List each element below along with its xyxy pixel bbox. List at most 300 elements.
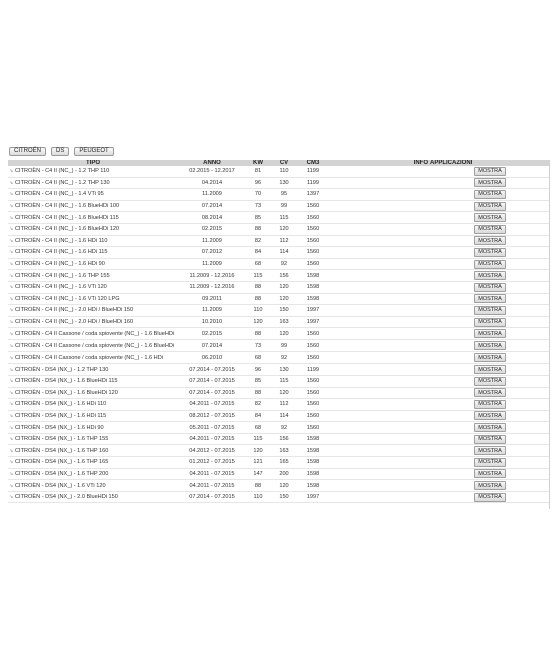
- cell-info: [328, 223, 430, 235]
- cell-info: [328, 410, 430, 422]
- cell-applicazioni: [430, 352, 550, 364]
- vehicle-type-text: CITROËN - C4 II (NC_) - 1.6 BlueHDi 100: [15, 203, 120, 210]
- cell-anno: 04.2014: [178, 177, 246, 189]
- mostra-button[interactable]: MOSTRA: [474, 353, 506, 362]
- cell-cm3: 1997: [298, 316, 328, 328]
- cell-kw: 70: [246, 189, 270, 201]
- cell-cm3: 1598: [298, 468, 328, 480]
- mostra-button[interactable]: MOSTRA: [474, 202, 506, 211]
- cell-anno: 07.2014 - 07.2015: [178, 491, 246, 503]
- mostra-button[interactable]: MOSTRA: [474, 411, 506, 420]
- link-icon: ↘: [9, 191, 14, 198]
- cell-anno: 04.2011 - 07.2015: [178, 468, 246, 480]
- cell-cv: 156: [270, 270, 298, 282]
- vehicle-type-text: CITROËN - C4 II (NC_) - 2.0 HDi / BlueHDi 150: [15, 307, 134, 314]
- cell-anno: 04.2011 - 07.2015: [178, 399, 246, 411]
- vehicle-type-text: CITROËN - DS4 (NX_) - 1.6 THP 160: [15, 447, 109, 454]
- mostra-button[interactable]: MOSTRA: [474, 341, 506, 350]
- cell-cm3: 1560: [298, 410, 328, 422]
- cell-tipo: [8, 352, 178, 364]
- cell-info: [328, 352, 430, 364]
- cell-cv: 114: [270, 410, 298, 422]
- link-icon: ↘: [9, 168, 14, 175]
- cell-cm3: 1199: [298, 364, 328, 376]
- mostra-button[interactable]: MOSTRA: [474, 329, 506, 338]
- table-row: [8, 410, 550, 422]
- cell-anno: 04.2011 - 07.2015: [178, 480, 246, 492]
- cell-kw: 110: [246, 491, 270, 503]
- cell-tipo: [8, 410, 178, 422]
- cell-tipo: [8, 468, 178, 480]
- cell-info: [328, 189, 430, 201]
- cell-cv: 120: [270, 328, 298, 340]
- link-icon: ↘: [9, 272, 14, 279]
- cell-cv: 115: [270, 375, 298, 387]
- cell-applicazioni: [430, 270, 550, 282]
- cell-tipo: [8, 457, 178, 469]
- cell-info: [328, 200, 430, 212]
- link-icon: ↘: [9, 203, 14, 210]
- cell-cm3: 1598: [298, 281, 328, 293]
- vehicle-type-text: CITROËN - DS4 (NX_) - 1.6 VTi 120: [15, 482, 106, 489]
- cell-kw: 115: [246, 433, 270, 445]
- vehicle-type-text: CITROËN - DS4 (NX_) - 1.6 THP 165: [15, 459, 109, 466]
- cell-tipo: [8, 258, 178, 270]
- cell-applicazioni: [430, 189, 550, 201]
- cell-cm3: 1560: [298, 200, 328, 212]
- table-row: [8, 166, 550, 177]
- mostra-button[interactable]: MOSTRA: [474, 458, 506, 467]
- cell-info: [328, 258, 430, 270]
- cell-kw: 68: [246, 352, 270, 364]
- cell-anno: 07.2014 - 07.2015: [178, 387, 246, 399]
- cell-info: [328, 399, 430, 411]
- mostra-button[interactable]: MOSTRA: [474, 435, 506, 444]
- column-header-cm3: CM3: [298, 160, 328, 166]
- link-icon: ↘: [9, 237, 14, 244]
- cell-info: [328, 235, 430, 247]
- cell-kw: 96: [246, 364, 270, 376]
- vehicle-type-text: CITROËN - DS4 (NX_) - 1.6 BlueHDi 120: [15, 389, 118, 396]
- cell-info: [328, 468, 430, 480]
- vehicle-type-text: CITROËN - DS4 (NX_) - 1.6 THP 155: [15, 436, 109, 443]
- mostra-button[interactable]: MOSTRA: [474, 260, 506, 269]
- cell-kw: 88: [246, 387, 270, 399]
- vehicle-type-text: CITROËN - DS4 (NX_) - 1.6 HDi 90: [15, 424, 104, 431]
- cell-cv: 130: [270, 177, 298, 189]
- cell-applicazioni: [430, 200, 550, 212]
- cell-kw: 88: [246, 293, 270, 305]
- cell-tipo: [8, 422, 178, 434]
- vehicle-applications-panel: [8, 146, 550, 509]
- link-icon: ↘: [9, 412, 14, 419]
- cell-cv: 156: [270, 433, 298, 445]
- cell-cv: 120: [270, 223, 298, 235]
- mostra-button[interactable]: MOSTRA: [474, 400, 506, 409]
- vehicle-type-text: CITROËN - C4 II (NC_) - 2.0 HDi / BlueHDi 160: [15, 319, 134, 326]
- vehicle-type-text: CITROËN - C4 II Cassone / coda spiovente (NC_) - 1.6 BlueHDi: [15, 342, 175, 349]
- brand-button-ds[interactable]: DS: [51, 147, 69, 156]
- table-row: [8, 305, 550, 317]
- cell-anno: 02.2015: [178, 328, 246, 340]
- cell-cm3: 1560: [298, 422, 328, 434]
- vehicle-type-text: CITROËN - C4 II (NC_) - 1.2 THP 130: [15, 179, 110, 186]
- cell-cv: 99: [270, 200, 298, 212]
- cell-cv: 92: [270, 258, 298, 270]
- cell-applicazioni: [430, 480, 550, 492]
- cell-cm3: 1560: [298, 375, 328, 387]
- cell-cm3: 1560: [298, 212, 328, 224]
- mostra-button[interactable]: MOSTRA: [474, 236, 506, 245]
- cell-cm3: 1598: [298, 433, 328, 445]
- table-row: [8, 189, 550, 201]
- cell-info: [328, 316, 430, 328]
- cell-cm3: 1997: [298, 491, 328, 503]
- cell-cm3: 1560: [298, 352, 328, 364]
- cell-cv: 95: [270, 189, 298, 201]
- cell-cv: 112: [270, 235, 298, 247]
- mostra-button[interactable]: MOSTRA: [474, 446, 506, 455]
- cell-tipo: [8, 305, 178, 317]
- cell-applicazioni: [430, 305, 550, 317]
- cell-tipo: [8, 270, 178, 282]
- mostra-button[interactable]: MOSTRA: [474, 283, 506, 292]
- cell-applicazioni: [430, 410, 550, 422]
- mostra-button[interactable]: MOSTRA: [474, 294, 506, 303]
- cell-cm3: 1560: [298, 235, 328, 247]
- cell-tipo: [8, 328, 178, 340]
- table-row: [8, 491, 550, 503]
- cell-applicazioni: [430, 387, 550, 399]
- table-row: [8, 281, 550, 293]
- cell-applicazioni: [430, 258, 550, 270]
- cell-info: [328, 166, 430, 177]
- mostra-button[interactable]: MOSTRA: [474, 178, 506, 187]
- vehicle-type-text: CITROËN - C4 II (NC_) - 1.6 VTi 120: [15, 284, 107, 291]
- link-icon: ↘: [9, 389, 14, 396]
- cell-info: [328, 480, 430, 492]
- mostra-button[interactable]: MOSTRA: [474, 225, 506, 234]
- cell-tipo: [8, 281, 178, 293]
- table-row: [8, 316, 550, 328]
- cell-cv: 112: [270, 399, 298, 411]
- cell-anno: 07.2014 - 07.2015: [178, 375, 246, 387]
- cell-applicazioni: [430, 399, 550, 411]
- cell-applicazioni: [430, 293, 550, 305]
- cell-anno: 08.2012 - 07.2015: [178, 410, 246, 422]
- link-icon: ↘: [9, 319, 14, 326]
- table-row: [8, 375, 550, 387]
- vehicle-type-text: CITROËN - C4 II (NC_) - 1.6 HDi 115: [15, 249, 108, 256]
- cell-info: [328, 328, 430, 340]
- cell-tipo: [8, 177, 178, 189]
- link-icon: ↘: [9, 330, 14, 337]
- cell-cm3: 1560: [298, 399, 328, 411]
- column-header-anno: ANNO: [178, 160, 246, 166]
- cell-kw: 81: [246, 166, 270, 177]
- cell-cm3: 1397: [298, 189, 328, 201]
- vehicle-type-text: CITROËN - DS4 (NX_) - 2.0 BlueHDi 150: [15, 494, 118, 501]
- cell-applicazioni: [430, 235, 550, 247]
- link-icon: ↘: [9, 179, 14, 186]
- mostra-button[interactable]: MOSTRA: [474, 365, 506, 374]
- cell-applicazioni: [430, 340, 550, 352]
- table-row: [8, 258, 550, 270]
- cell-info: [328, 457, 430, 469]
- table-row: [8, 468, 550, 480]
- link-icon: ↘: [9, 459, 14, 466]
- link-icon: ↘: [9, 226, 14, 233]
- cell-cm3: 1560: [298, 223, 328, 235]
- cell-kw: 68: [246, 258, 270, 270]
- table-row: [8, 293, 550, 305]
- cell-kw: 73: [246, 340, 270, 352]
- cell-applicazioni: [430, 166, 550, 177]
- cell-info: [328, 491, 430, 503]
- cell-applicazioni: [430, 223, 550, 235]
- cell-cv: 114: [270, 247, 298, 259]
- link-icon: ↘: [9, 366, 14, 373]
- cell-applicazioni: [430, 422, 550, 434]
- mostra-button[interactable]: MOSTRA: [474, 493, 506, 502]
- cell-info: [328, 293, 430, 305]
- cell-kw: 73: [246, 200, 270, 212]
- cell-kw: 82: [246, 235, 270, 247]
- column-header-cv: CV: [270, 160, 298, 166]
- cell-cm3: 1560: [298, 258, 328, 270]
- cell-cm3: 1560: [298, 340, 328, 352]
- cell-tipo: [8, 293, 178, 305]
- mostra-button[interactable]: MOSTRA: [474, 167, 506, 176]
- table-row: [8, 247, 550, 259]
- cell-cv: 92: [270, 422, 298, 434]
- cell-kw: 115: [246, 270, 270, 282]
- cell-kw: 88: [246, 480, 270, 492]
- cell-anno: 05.2011 - 07.2015: [178, 422, 246, 434]
- cell-applicazioni: [430, 457, 550, 469]
- cell-kw: 85: [246, 375, 270, 387]
- cell-cv: 120: [270, 480, 298, 492]
- link-icon: ↘: [9, 307, 14, 314]
- cell-info: [328, 445, 430, 457]
- cell-cm3: 1560: [298, 328, 328, 340]
- cell-info: [328, 212, 430, 224]
- cell-anno: 11.2009: [178, 235, 246, 247]
- cell-cv: 163: [270, 316, 298, 328]
- cell-kw: 82: [246, 399, 270, 411]
- cell-anno: 04.2011 - 07.2015: [178, 433, 246, 445]
- link-icon: ↘: [9, 482, 14, 489]
- cell-tipo: [8, 375, 178, 387]
- mostra-button[interactable]: MOSTRA: [474, 306, 506, 315]
- link-icon: ↘: [9, 284, 14, 291]
- cell-cv: 120: [270, 293, 298, 305]
- cell-tipo: [8, 223, 178, 235]
- vehicle-type-text: CITROËN - C4 II (NC_) - 1.4 VTi 95: [15, 191, 104, 198]
- cell-applicazioni: [430, 491, 550, 503]
- cell-anno: 02.2015: [178, 223, 246, 235]
- cell-cm3: 1560: [298, 387, 328, 399]
- vehicle-type-text: CITROËN - C4 II (NC_) - 1.6 HDi 90: [15, 261, 105, 268]
- table-row: [8, 457, 550, 469]
- link-icon: ↘: [9, 295, 14, 302]
- cell-kw: 85: [246, 212, 270, 224]
- cell-applicazioni: [430, 247, 550, 259]
- cell-anno: 09.2011: [178, 293, 246, 305]
- cell-cv: 115: [270, 212, 298, 224]
- cell-cm3: 1598: [298, 445, 328, 457]
- cell-kw: 147: [246, 468, 270, 480]
- cell-anno: 11.2009: [178, 189, 246, 201]
- link-icon: ↘: [9, 424, 14, 431]
- mostra-button[interactable]: MOSTRA: [474, 213, 506, 222]
- mostra-button[interactable]: MOSTRA: [474, 248, 506, 257]
- mostra-button[interactable]: MOSTRA: [474, 423, 506, 432]
- vehicle-type-text: CITROËN - C4 II Cassone / coda spiovente (NC_) - 1.6 BlueHDi: [15, 330, 175, 337]
- cell-cm3: 1560: [298, 247, 328, 259]
- link-icon: ↘: [9, 447, 14, 454]
- cell-kw: 121: [246, 457, 270, 469]
- cell-info: [328, 281, 430, 293]
- cell-cv: 130: [270, 364, 298, 376]
- table-row: [8, 235, 550, 247]
- cell-info: [328, 340, 430, 352]
- vehicle-type-text: CITROËN - C4 II (NC_) - 1.6 THP 155: [15, 272, 110, 279]
- cell-cm3: 1199: [298, 177, 328, 189]
- cell-applicazioni: [430, 375, 550, 387]
- cell-kw: 110: [246, 305, 270, 317]
- table-row: [8, 445, 550, 457]
- cell-cv: 165: [270, 457, 298, 469]
- table-row: [8, 364, 550, 376]
- brand-button-citroen[interactable]: CITROËN: [9, 147, 46, 156]
- cell-cm3: 1997: [298, 305, 328, 317]
- cell-anno: 01.2012 - 07.2015: [178, 457, 246, 469]
- cell-kw: 88: [246, 223, 270, 235]
- cell-applicazioni: [430, 445, 550, 457]
- link-icon: ↘: [9, 494, 14, 501]
- mostra-button[interactable]: MOSTRA: [474, 481, 506, 490]
- link-icon: ↘: [9, 470, 14, 477]
- cell-applicazioni: [430, 212, 550, 224]
- cell-tipo: [8, 480, 178, 492]
- table-row: [8, 177, 550, 189]
- cell-tipo: [8, 364, 178, 376]
- cell-anno: 11.2009 - 12.2016: [178, 281, 246, 293]
- mostra-button[interactable]: MOSTRA: [474, 377, 506, 386]
- link-icon: ↘: [9, 261, 14, 268]
- mostra-button[interactable]: MOSTRA: [474, 388, 506, 397]
- table-row: [8, 212, 550, 224]
- cell-info: [328, 270, 430, 282]
- vehicle-type-text: CITROËN - DS4 (NX_) - 1.6 BlueHDi 115: [15, 378, 118, 385]
- table-row: [8, 387, 550, 399]
- cell-anno: 02.2015 - 12.2017: [178, 166, 246, 177]
- vehicle-type-text: CITROËN - DS4 (NX_) - 1.6 HDi 115: [15, 412, 107, 419]
- vehicle-type-text: CITROËN - C4 II (NC_) - 1.6 BlueHDi 115: [15, 214, 119, 221]
- cell-tipo: [8, 399, 178, 411]
- cell-cv: 163: [270, 445, 298, 457]
- cell-info: [328, 364, 430, 376]
- cell-info: [328, 177, 430, 189]
- brand-button-peugeot[interactable]: PEUGEOT: [74, 147, 113, 156]
- vehicle-type-text: CITROËN - C4 II (NC_) - 1.6 BlueHDi 120: [15, 226, 120, 233]
- cell-anno: 04.2012 - 07.2015: [178, 445, 246, 457]
- table-row: [8, 200, 550, 212]
- cell-applicazioni: [430, 281, 550, 293]
- column-header-applicazioni: APPLICAZIONI: [430, 160, 550, 166]
- table-row: [8, 433, 550, 445]
- vehicle-table-container[interactable]: [8, 160, 550, 509]
- cell-anno: 11.2009: [178, 305, 246, 317]
- vehicle-table: [8, 160, 550, 503]
- cell-kw: 88: [246, 281, 270, 293]
- link-icon: ↘: [9, 401, 14, 408]
- cell-tipo: [8, 189, 178, 201]
- cell-anno: 10.2010: [178, 316, 246, 328]
- cell-tipo: [8, 200, 178, 212]
- cell-info: [328, 247, 430, 259]
- cell-anno: 06.2010: [178, 352, 246, 364]
- table-row: [8, 480, 550, 492]
- mostra-button[interactable]: MOSTRA: [474, 190, 506, 199]
- cell-cv: 99: [270, 340, 298, 352]
- cell-tipo: [8, 235, 178, 247]
- mostra-button[interactable]: MOSTRA: [474, 271, 506, 280]
- cell-info: [328, 305, 430, 317]
- cell-applicazioni: [430, 468, 550, 480]
- link-icon: ↘: [9, 214, 14, 221]
- link-icon: ↘: [9, 354, 14, 361]
- cell-kw: 84: [246, 247, 270, 259]
- cell-kw: 96: [246, 177, 270, 189]
- cell-cv: 120: [270, 281, 298, 293]
- cell-tipo: [8, 166, 178, 177]
- vehicle-type-text: CITROËN - DS4 (NX_) - 1.6 HDi 110: [15, 401, 107, 408]
- vehicle-type-text: CITROËN - C4 II (NC_) - 1.6 HDi 110: [15, 237, 108, 244]
- cell-anno: 07.2014 - 07.2015: [178, 364, 246, 376]
- table-row: [8, 223, 550, 235]
- mostra-button[interactable]: MOSTRA: [474, 318, 506, 327]
- table-row: [8, 399, 550, 411]
- cell-kw: 84: [246, 410, 270, 422]
- cell-tipo: [8, 445, 178, 457]
- table-row: [8, 352, 550, 364]
- cell-applicazioni: [430, 177, 550, 189]
- cell-applicazioni: [430, 328, 550, 340]
- cell-cm3: 1598: [298, 270, 328, 282]
- link-icon: ↘: [9, 342, 14, 349]
- column-header-info: INFO: [328, 160, 430, 166]
- cell-tipo: [8, 387, 178, 399]
- cell-cv: 92: [270, 352, 298, 364]
- cell-tipo: [8, 212, 178, 224]
- cell-tipo: [8, 491, 178, 503]
- vehicle-type-text: CITROËN - C4 II Cassone / coda spiovente (NC_) - 1.6 HDi: [15, 354, 163, 361]
- cell-tipo: [8, 340, 178, 352]
- column-header-tipo: TIPO: [8, 160, 178, 166]
- cell-tipo: [8, 433, 178, 445]
- table-row: [8, 422, 550, 434]
- cell-info: [328, 375, 430, 387]
- table-header-row: [8, 160, 550, 166]
- cell-info: [328, 387, 430, 399]
- table-row: [8, 328, 550, 340]
- mostra-button[interactable]: MOSTRA: [474, 469, 506, 478]
- vehicle-type-text: CITROËN - DS4 (NX_) - 1.6 THP 200: [15, 470, 109, 477]
- cell-cv: 150: [270, 305, 298, 317]
- cell-applicazioni: [430, 364, 550, 376]
